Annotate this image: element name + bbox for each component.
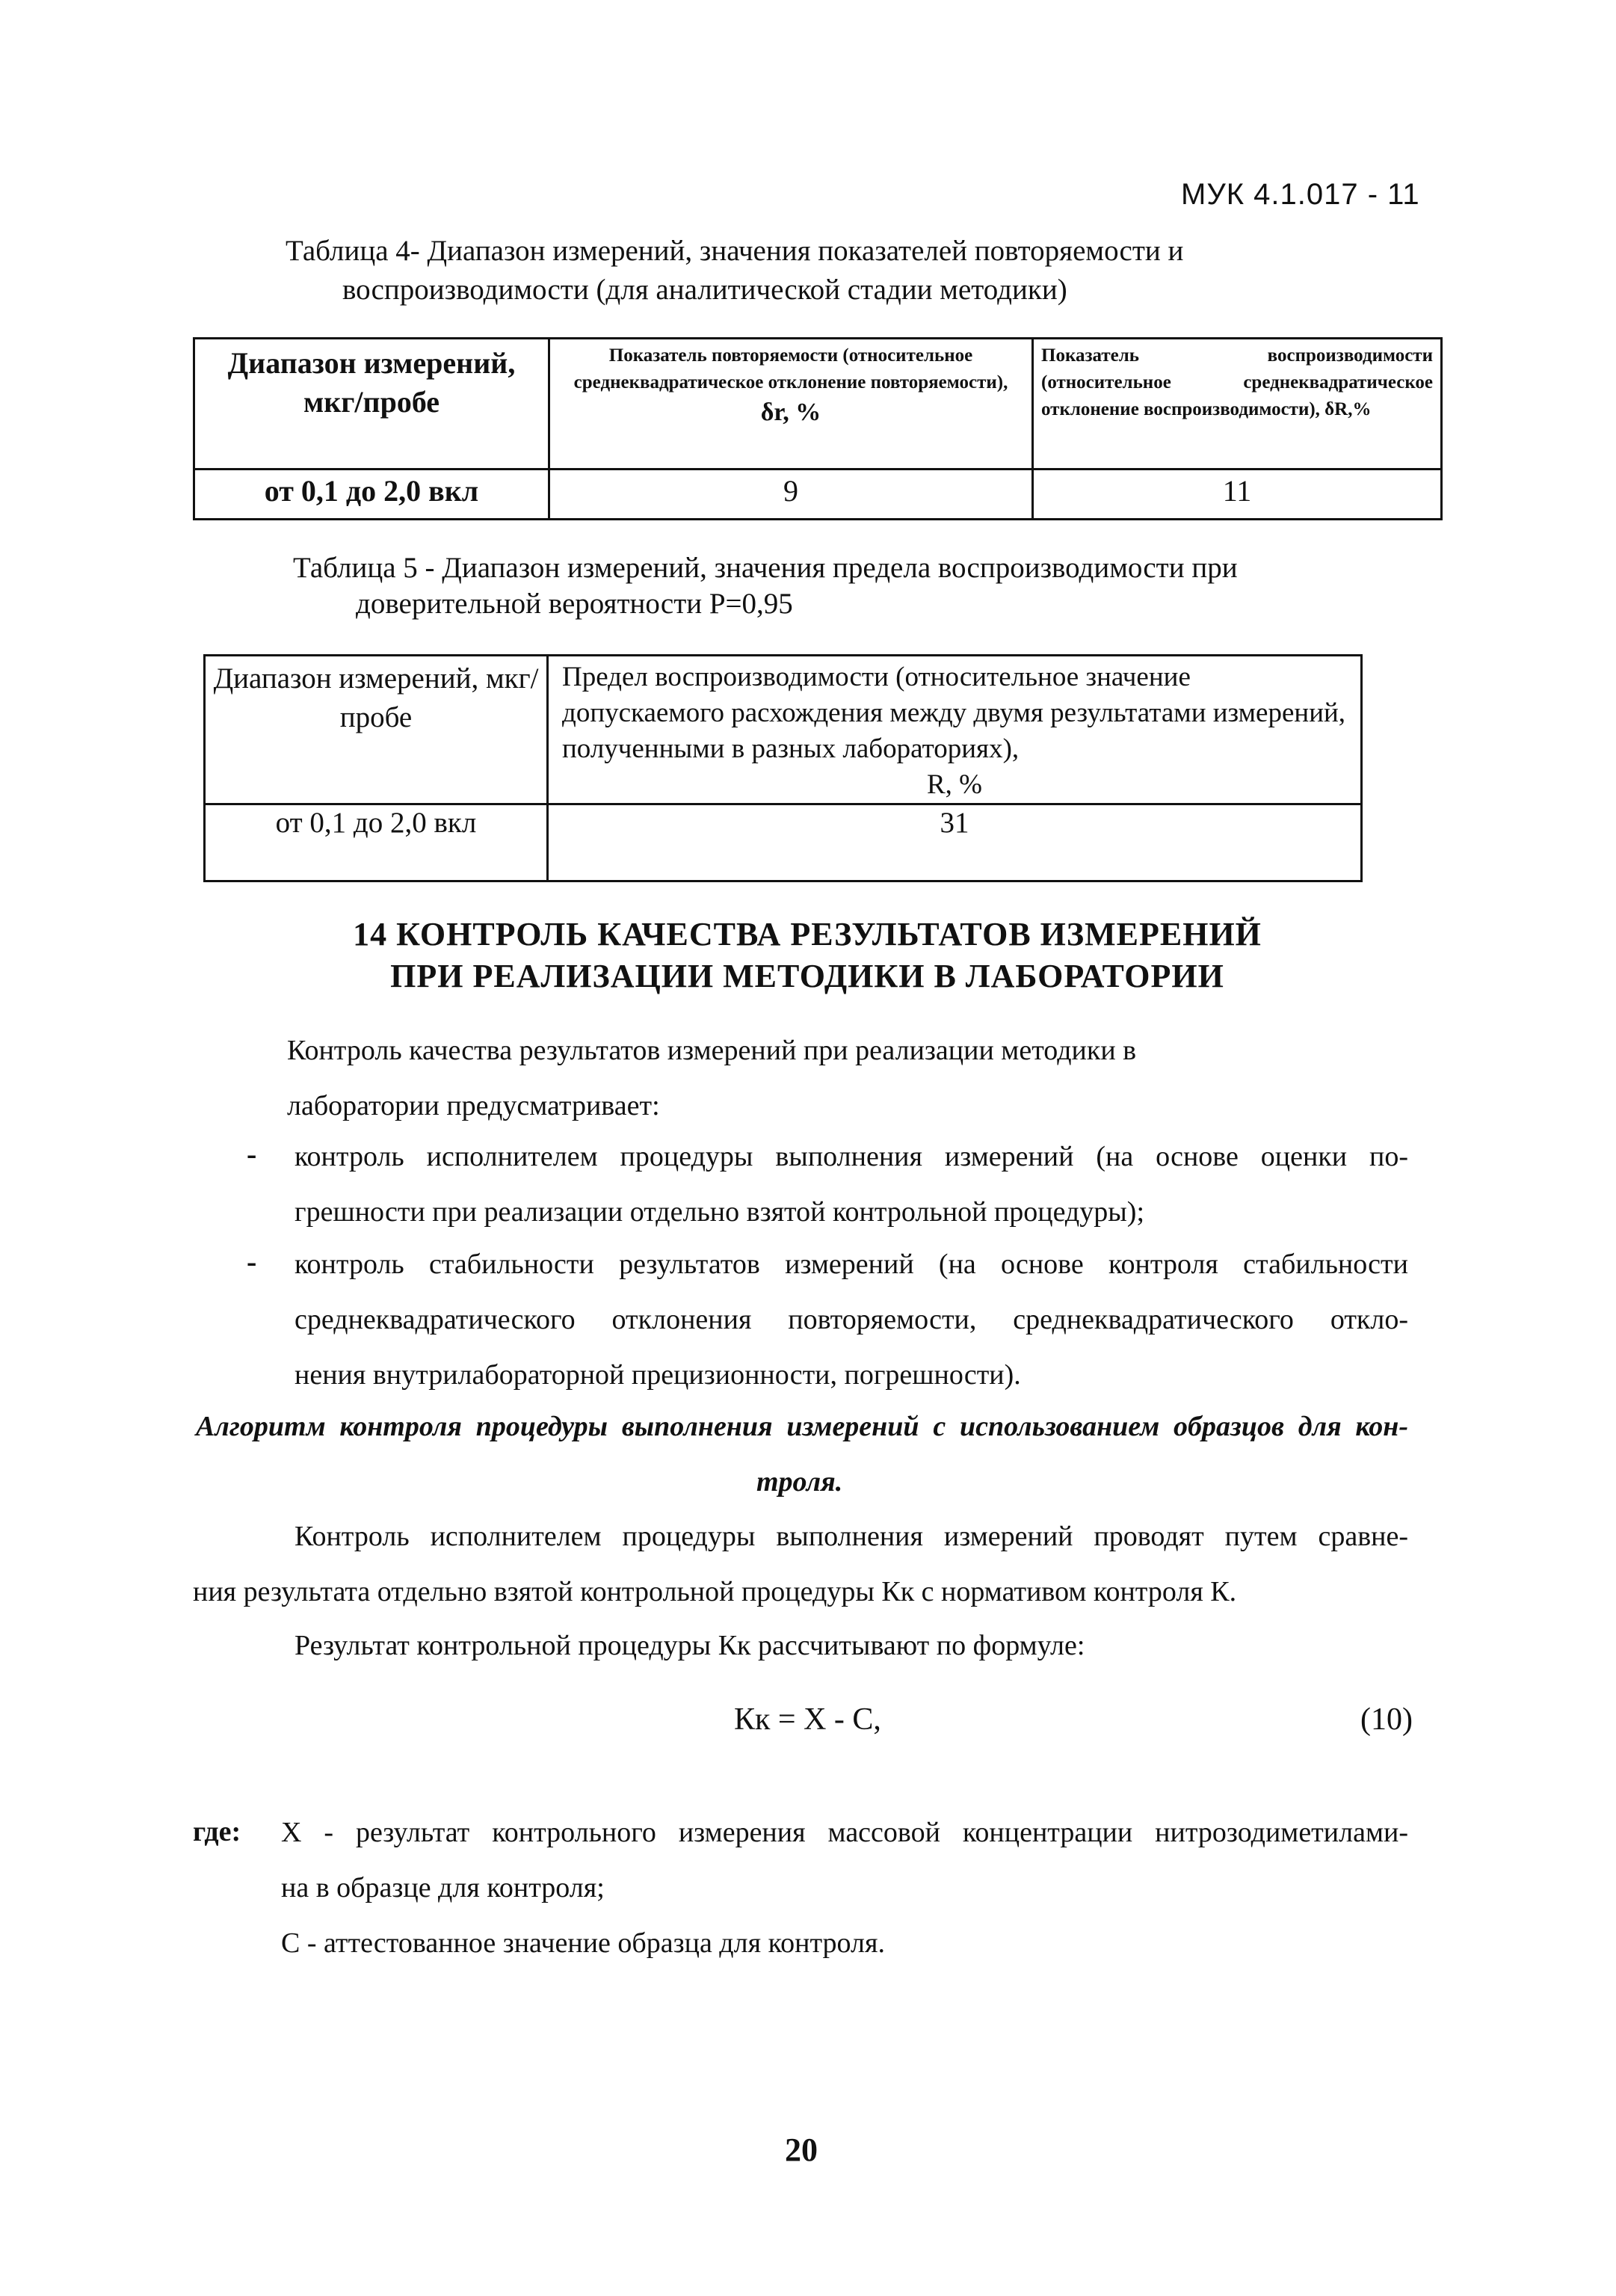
algorithm-heading-line2: троля. bbox=[756, 1466, 843, 1498]
table4-caption-line2: воспроизводимости (для аналитической стадии методики) bbox=[342, 274, 1067, 306]
where-x-line1: Х - результат контрольного измерения массовой концентрации нитрозодиметилами- bbox=[281, 1817, 1408, 1848]
intro-line1: Контроль качества результатов измерений при реализации методики в bbox=[287, 1035, 1137, 1066]
table5-caption-line2: доверительной вероятности Р=0,95 bbox=[356, 588, 793, 620]
table4-caption-line1: Таблица 4- Диапазон измерений, значения показателей повторяемости и bbox=[286, 235, 1184, 267]
table-row bbox=[194, 470, 1442, 520]
bullet2-line3: нения внутрилабораторной прецизионности, погрешности). bbox=[294, 1359, 1021, 1391]
where-label: где: bbox=[193, 1816, 241, 1847]
table4 bbox=[193, 337, 1443, 520]
table5-value-cell: 31 bbox=[548, 804, 1362, 881]
algorithm-heading-line1: Алгоритм контроля процедуры выполнения измерений с использованием образцов для кон- bbox=[196, 1411, 1408, 1442]
table5-col2-header-cell bbox=[548, 656, 1362, 804]
bullet2-line2: среднеквадратического отклонения повторяемости, среднеквадратического откло- bbox=[294, 1304, 1408, 1335]
para1-line2: ния результата отдельно взятой контрольной процедуры Кк с нормативом контроля К. bbox=[193, 1576, 1237, 1607]
table5-range-cell: от 0,1 до 2,0 вкл bbox=[205, 804, 548, 881]
bullet1-line2: грешности при реализации отдельно взятой контрольной процедуры); bbox=[294, 1196, 1145, 1228]
table4-reproducibility-cell: 11 bbox=[1033, 470, 1442, 520]
intro-line2: лаборатории предусматривает: bbox=[287, 1090, 660, 1121]
table4-repeatability-cell: 9 bbox=[549, 470, 1033, 520]
table5-col2-header: Предел воспроизводимости (относительное значение допускаемого расхождения между двумя результатами измерений, полученными в разных лабораториях), bbox=[562, 662, 1346, 764]
section-title-line2: ПРИ РЕАЛИЗАЦИИ МЕТОДИКИ В ЛАБОРАТОРИИ bbox=[390, 958, 1224, 994]
para1-line1: Контроль исполнителем процедуры выполнения измерений проводят путем сравне- bbox=[294, 1521, 1408, 1552]
document-code: МУК 4.1.017 - 11 bbox=[1181, 178, 1420, 211]
table-row bbox=[205, 804, 1362, 881]
formula: Кк = Х - С, bbox=[734, 1702, 881, 1737]
table4-col1-header: Диапазон измерений, мкг/пробе bbox=[194, 339, 549, 470]
table4-range-cell: от 0,1 до 2,0 вкл bbox=[194, 470, 549, 520]
bullet2-line1: контроль стабильности результатов измерений (на основе контроля стабильности bbox=[294, 1249, 1408, 1280]
page-number: 20 bbox=[785, 2132, 818, 2168]
table4-col2-symbol: δr, % bbox=[760, 398, 821, 426]
formula-number: (10) bbox=[1360, 1702, 1413, 1737]
section-title bbox=[224, 914, 1390, 997]
where-c: С - аттестованное значение образца для контроля. bbox=[281, 1927, 885, 1959]
para2: Результат контрольной процедуры Кк рассчитывают по формуле: bbox=[294, 1630, 1085, 1661]
section-title-line1: 14 КОНТРОЛЬ КАЧЕСТВА РЕЗУЛЬТАТОВ ИЗМЕРЕНИЙ bbox=[353, 916, 1262, 952]
table5-caption-line1: Таблица 5 - Диапазон измерений, значения предела воспроизводимости при bbox=[293, 552, 1238, 584]
table4-col2-header: Показатель повторяемости (относительное среднеквадратическое отклонение повторяемости), bbox=[573, 345, 1008, 393]
table4-header-row bbox=[194, 339, 1442, 470]
where-x-line2: на в образце для контроля; bbox=[281, 1872, 605, 1903]
table5-col2-symbol: R, % bbox=[927, 769, 982, 800]
table5-header-row bbox=[205, 656, 1362, 804]
table5-col1-header: Диапазон измерений, мкг/пробе bbox=[205, 656, 548, 804]
table4-col3-header: Показатель воспроизводимости (относительное среднеквадратическое отклонение воспроизводимости), δR,% bbox=[1033, 339, 1442, 470]
bullet-marker: - bbox=[247, 1137, 257, 1171]
bullet1-line1: контроль исполнителем процедуры выполнения измерений (на основе оценки по- bbox=[294, 1141, 1408, 1172]
table4-col2-header-cell bbox=[549, 339, 1033, 470]
table5 bbox=[203, 654, 1363, 882]
bullet-marker: - bbox=[247, 1245, 257, 1278]
